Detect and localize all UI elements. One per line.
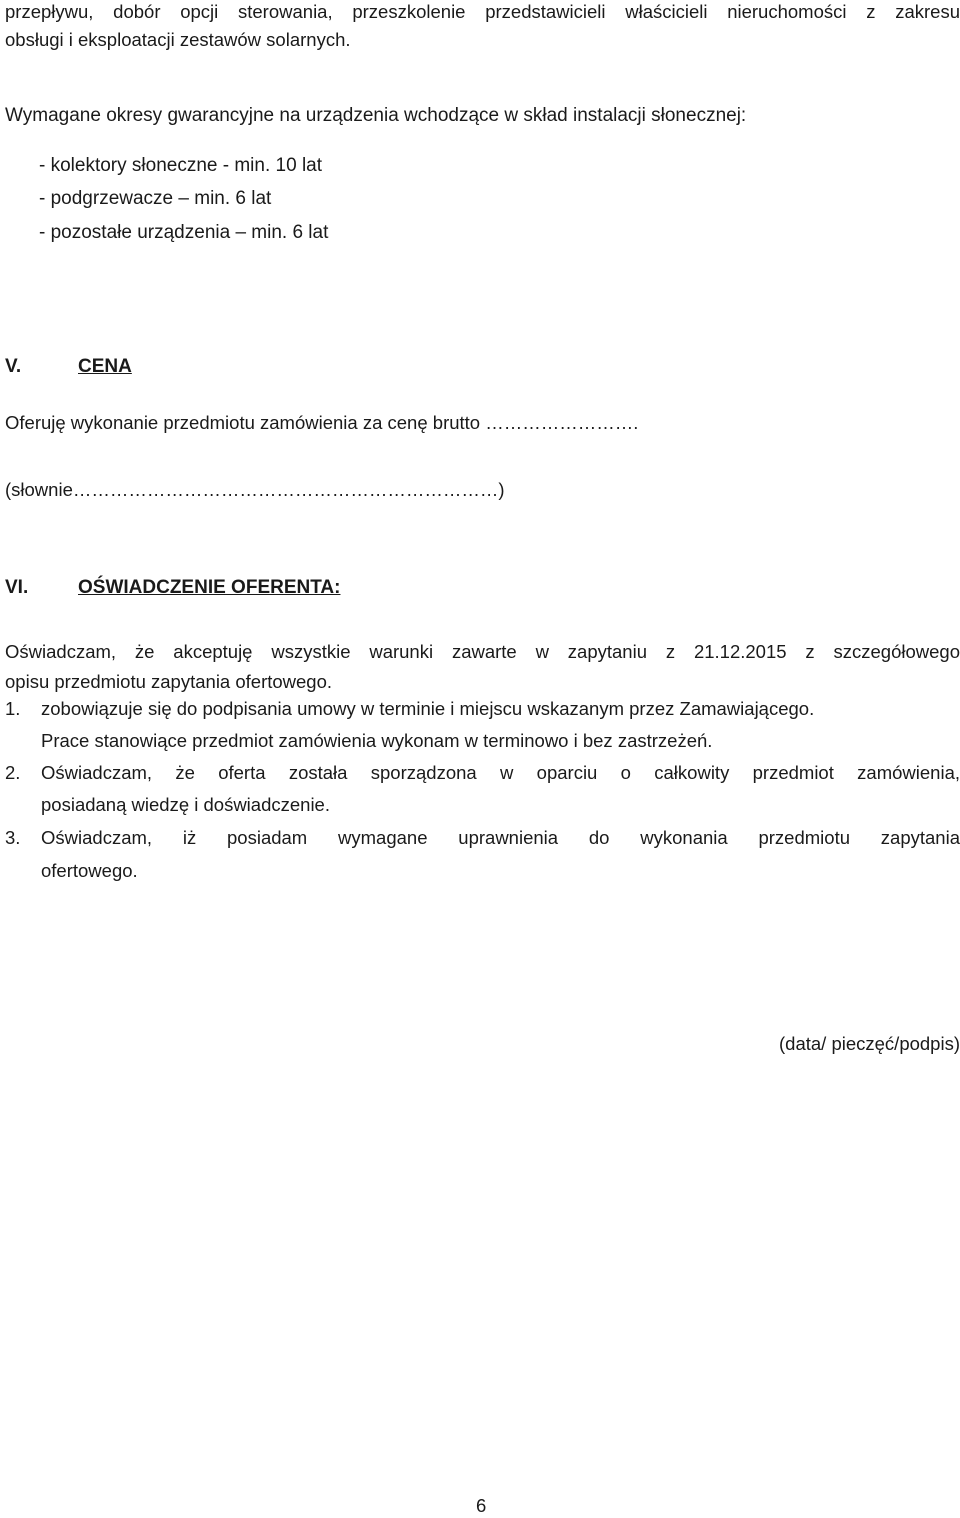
- top-paragraph-line-1: przepływu, dobór opcji sterowania, przeszkolenie przedstawicieli właścicieli nieruchomości z zakresu: [5, 1, 960, 22]
- signature-caption: (data/ pieczęć/podpis): [779, 1033, 960, 1054]
- declaration-item-3-line-1: Oświadczam, iż posiadam wymagane uprawnienia do wykonania przedmiotu zapytania: [41, 827, 960, 848]
- warranty-item-other: - pozostałe urządzenia – min. 6 lat: [39, 222, 329, 243]
- declaration-item-1-line-1: zobowiązuje się do podpisania umowy w terminie i miejscu wskazanym przez Zamawiającego.: [41, 698, 815, 719]
- section-5-number: V.: [5, 356, 22, 377]
- declaration-item-2-number: 2.: [5, 762, 21, 783]
- top-paragraph-line-2: obsługi i eksploatacji zestawów solarnych.: [5, 29, 351, 50]
- price-line: Oferuję wykonanie przedmiotu zamówienia za cenę brutto …………………….: [5, 412, 639, 433]
- declaration-item-1-number: 1.: [5, 698, 21, 719]
- warranty-item-collectors: - kolektory słoneczne - min. 10 lat: [39, 155, 323, 176]
- price-in-words-line: (słownie……………………………………………………………): [5, 479, 505, 500]
- declaration-item-2-line-2: posiadaną wiedzę i doświadczenie.: [41, 794, 330, 815]
- warranty-intro: Wymagane okresy gwarancyjne na urządzenia wchodzące w skład instalacji słonecznej:: [5, 105, 747, 126]
- section-6-number: VI.: [5, 577, 29, 598]
- section-5-title: CENA: [78, 356, 132, 377]
- declaration-intro-line-1: Oświadczam, że akceptuję wszystkie warunki zawarte w zapytaniu z 21.12.2015 z szczegółowego: [5, 641, 960, 662]
- declaration-item-1-line-2: Prace stanowiące przedmiot zamówienia wykonam w terminowo i bez zastrzeżeń.: [41, 730, 713, 751]
- declaration-intro-line-2: opisu przedmiotu zapytania ofertowego.: [5, 671, 333, 692]
- section-6-title: OŚWIADCZENIE OFERENTA:: [78, 577, 341, 598]
- page-number: 6: [476, 1495, 487, 1516]
- warranty-item-heaters: - podgrzewacze – min. 6 lat: [39, 188, 272, 209]
- declaration-item-2-line-1: Oświadczam, że oferta została sporządzona w oparciu o całkowity przedmiot zamówienia,: [41, 762, 960, 783]
- declaration-item-3-number: 3.: [5, 827, 21, 848]
- declaration-item-3-line-2: ofertowego.: [41, 860, 138, 881]
